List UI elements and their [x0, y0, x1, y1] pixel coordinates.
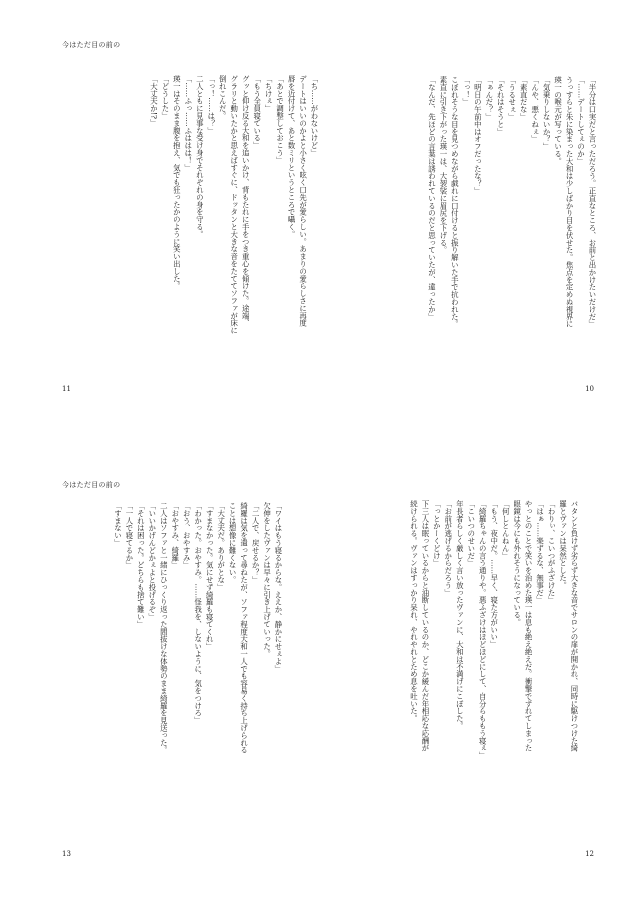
text-line: 「うるせぇ」	[507, 76, 517, 121]
text-line: 「おう、おやすみ」	[182, 502, 192, 569]
text-line: 「綺羅ちゃんの言う通りや。悪ふざけはほどほどにして、自分らももう寝ぇ」	[478, 500, 488, 759]
text-line: 瑛一はそのまま腹を抱え、気でも狂ったかのように笑い出した。	[172, 75, 182, 290]
body-text	[148, 75, 320, 375]
text-line: 素直に引き下がった瑛一は、大袈裟に眉尻を下げる。	[438, 76, 448, 254]
page-10	[330, 30, 598, 410]
text-line: 年長者らしく厳しく言い放ったヴァンに、大和は不満げにこぼした。	[455, 500, 465, 730]
text-line: 「はぁ……楽ずるな、無事だ」	[535, 500, 545, 604]
text-line: 羅とヴァンは呆然とした。	[558, 500, 568, 589]
text-line: 「大丈夫だ。ありがとな」	[216, 502, 226, 591]
text-line: 「何しとんねん」	[501, 500, 511, 560]
text-line: こぼれそうな目を見つめながら戯れに口付けると振り解いた手で抗われた。	[450, 76, 460, 328]
text-line: 「おやすみ、綺羅」	[170, 502, 180, 569]
text-line: 「こいつのせいだ」	[466, 500, 476, 567]
text-line: 「どうした」	[160, 75, 170, 120]
text-line: 続けられる。ヴァンはすっかり呆れ、やれやれとため息を吐いた。	[409, 500, 419, 722]
text-line: 「んや、悪くねぇ」	[530, 76, 540, 143]
text-line: 倒れこんだ。	[218, 75, 228, 120]
text-line: 「すまない」	[113, 502, 123, 547]
text-line: 欠伸をしたヴァンは早々に引き上げていった。	[262, 502, 272, 658]
text-line: 二人はソファと一緒にひっくり返った間抜けな体勢のまま綺羅を見送った。	[159, 502, 169, 754]
text-line: 「わりぃ、こいつがふざけた」	[547, 500, 557, 604]
page-12	[330, 470, 598, 870]
text-line: 「……デートしてぇのか」	[576, 76, 586, 165]
text-line: 「あとで調整しておこう」	[275, 75, 285, 164]
running-title: 今はただ目の前の	[62, 41, 121, 49]
text-line: 「なんだ、先ほどの言葉は誘われているのだと思っていたが、違ったか」	[427, 76, 437, 321]
page-number: 12	[585, 850, 594, 858]
text-line: ことは想像に難くない。	[228, 502, 238, 584]
text-line: 「ワイはもう寝るからな。ええか、静かにせぇよ」	[274, 502, 283, 673]
text-line: 「っ！……は？」	[206, 75, 216, 135]
text-line: グッと仰け反る大和を追いかけ、背もたれに手をつき重心を傾けた。途端、	[241, 75, 251, 327]
body-text	[408, 500, 580, 820]
text-line: 「もう全員寝ている」	[252, 75, 262, 149]
page-number: 13	[62, 850, 71, 858]
text-line: 「いいかげんどかぇよと投げるぞ」	[147, 502, 157, 621]
text-line: 綺羅は気を遣って尋ねたが、ソファ程度大和一人でも容易く持ち上げられる	[239, 502, 249, 754]
page-number: 10	[585, 385, 594, 393]
text-line: 「ちけぇ」	[264, 75, 274, 112]
text-line: やっとのことで笑いを治めた瑛一は息も絶え絶えだ。衝撃でずれてしまった	[524, 500, 534, 752]
text-line: デートはいいのかよと小さく呟く口先が愛らしい。あまりの愛らしさに再度	[298, 75, 308, 327]
text-line: 「っとかーくどけ」	[432, 500, 442, 567]
text-line: 「もう、夜中だ。……早く、寝た方がいい」	[489, 500, 499, 648]
page-11	[52, 30, 320, 410]
text-line: 「二人で、戻せるか？」	[251, 502, 261, 584]
text-line: 「お前が逃げるからだろう」	[443, 500, 453, 597]
page-number: 11	[62, 385, 71, 393]
text-line: 「明日の午前中はオフだったな？」	[473, 76, 483, 195]
text-line: 「気乗りしないか？」	[542, 76, 552, 150]
text-line: 「半分は口実だと言っただろう。正直なところ、お前と出かけたいだけだ」	[588, 76, 597, 328]
text-line: 下三人は眠っているからと油断しているのか、どこか緩んだ年相応な応酬が	[420, 500, 430, 752]
text-line: 「ぁんだ？」	[484, 76, 494, 121]
text-line: バタンと負けず劣らず大きな音でサロンの扉が開かれ、同時に駆けつけた綺	[570, 500, 579, 752]
body-text	[426, 76, 598, 376]
text-line: 「……ふっ……ふははは！」	[183, 75, 193, 172]
text-line: 瑛一の喉元が写っている。	[553, 76, 563, 165]
text-line: グラリと動いたかと思えばすぐに、ドッタンと大きな音をたててソファが床に	[229, 75, 239, 334]
text-line: 「一人で寝てるか」	[124, 502, 134, 569]
text-line: 二人ともに見事な受け身でそれぞれの身を守る。	[195, 75, 205, 238]
page-13	[52, 470, 320, 870]
text-line: うっすらと朱に染まった大和は少しばかり目を伏せた。焦点を定めぬ視界に	[565, 76, 575, 328]
text-line: 「それは困った。どちらも捨て難い」	[136, 502, 146, 628]
text-line: 「っ！」	[461, 76, 471, 106]
text-line: 「わかった。おやすみ。……怪我を、しないように、気をつけろ」	[193, 502, 203, 724]
text-line: 「すまなかった。気にせず綺羅も寝てくれ」	[205, 502, 215, 650]
text-line: 「それはそうと」	[496, 76, 506, 136]
text-line: 眼鏡は今にも外れそうになっている。	[512, 500, 522, 626]
body-text	[112, 502, 284, 812]
text-line: 「ち……がわないけど」	[310, 75, 319, 157]
text-line: 唇を近付けて、あと数ミリというところで囁く。	[287, 75, 297, 238]
text-line: 「素直だな」	[519, 76, 529, 121]
running-title: 今はただ目の前の	[62, 481, 121, 489]
text-line: 「大丈夫か!?」	[149, 75, 159, 127]
